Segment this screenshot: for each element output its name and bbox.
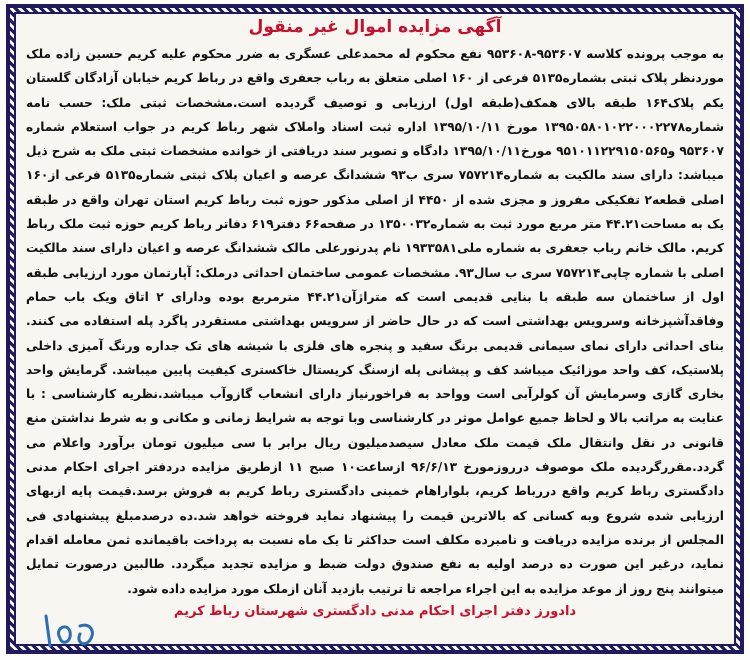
notice-body: به موجب پرونده کلاسه ۹۵۳۶۰۷-۹۵۳۶۰۸ نفع محکوم له محمدعلی عسگری به ضرر محکوم علیه کریم حسین زاده ملک موردنظر پلاک ثبتی بشماره۵۱۳۵ فرعی از ۱۶۰ اصلی متعلق به رباب جعفری واقع در رباط کریم خیابان آزادگان گلستان یکم پلاک۱۶۴ طبقه بالای همکف(طبقه اول) ارزیابی و توصیف گردیده است.مشخصات ثبتی ملک: حسب نامه شماره۱۳۹۵۰۵۸۰۱۰۲۲۰۰۰۲۲۷۸ مورخ ۱۳۹۵/۱۰/۱۱ اداره ثبت اسناد واملاک شهر رباط کریم در جواب استعلام شماره ۹۵۳۶۰۷ و۹۵۱۰۱۱۲۲۹۱۵۰۵۶۵ مورخ۱۳۹۵/۱۰/۱۱ دادگاه و تصویر سند دریافتی از خوانده مشخصات ثبتی ملک به شرح ذیل میباشد: دارای سند مالکیت به شماره۷۵۷۲۱۴ سری ب۹۳ ششدانگ عرصه و اعیان پلاک ثبتی شماره۵۱۳۵ فرعی از۱۶۰ اصلی قطعه۲ تفکیکی مفروز و مجزی شده از ۴۴۵۰ از اصلی مذکور حوزه ثبت رباط کریم استان تهران واقع در طبقه یک به مساحت۴۴.۲۱ متر مربع مورد ثبت به شماره۱۳۵۰۰۳۲ در صفحه۶۶ دفتر۶۱۹ دفاتر رباط کریم حوزه ثبت ملک رباط کریم. مالک خانم رباب جعفری به شماره ملی۱۹۳۳۵۸۱ نام پدرنورعلی مالک ششدانگ عرصه و اعیان دارای سند مالکیت اصلی با شماره چاپی۷۵۷۲۱۴ سری ب سال۹۳. مشخصات عمومی ساختمان احداثی درملک: آپارتمان مورد ارزیابی طبقه اول از ساختمان سه طبقه با بنایی قدیمی است که متراژآن۴۴.۲۱ مترمربع بوده ودارای ۲ اتاق ویک باب حمام وفاقدآشپزخانه وسرویس بهداشتی است که در حال حاضر از سرویس بهداشتی مستقردر پاگرد پله استفاده می کنند. بنای احداثی دارای نمای سیمانی قدیمی برنگ سفید و پنجره های فلزی با شیشه های تک جداره ورنگ آمیزی داخلی پلاستیک، کف واحد موزائیک میباشد کف و پیشانی پله ازسنگ کریستال خاکستری کیفیت پایین میباشد. گرمایش واحد بخاری گازی وسرمایش آن کولرآبی است وواحد به فراخورنیاز دارای انشعاب گازوآب میباشد.نظریه کارشناسی : با عنایت به مراتب بالا و لحاظ جمیع عوامل موثر در کارشناسی وبا توجه به شرایط زمانی و مکانی و به شرط نداشتن منع قانونی در نقل وانتقال ملک قیمت ملک معادل سیصدمیلیون ریال برابر با سی میلیون تومان برآورد واعلام می گردد.مقررگردیده ملک موصوف درروزمورخ ۹۶/۶/۱۳ ازساعت۱۰ صبح ۱۱ ازطریق مزایده دردفتر اجرای احکام مدنی دادگستری رباط کریم واقع دررباط کریم، بلواراهام خمینی دادگستری رباط کریم به فروش برسد.قیمت پایه ازبهای ارزیابی شده شروع وبه کسانی که بالاترین قیمت را پیشنهاد نماید فروخته خواهد شد.ده درصدمبلغ پیشنهادی فی المجلس از برنده مزایده دریافت و نامبرده مکلف است حداکثر تا یک ماه نسبت به پرداخت باقیمانده ثمن معامله اقدام نماید، درغیر این صورت ده درصد اولیه به نفع صندوق دولت ضبط و مزایده تجدید میگردد. طالبین درصورت تمایل میتوانند پنج روز از موعد مزایده به این اجراء مراجعه تا ترتیب بازدید آنان ازملک مورد مزایده داده شود.: [26, 47, 725, 596]
notice-title: آگهی مزایده اموال غیر منقول: [248, 17, 502, 37]
handwritten-number-mark: [40, 608, 100, 652]
auction-notice: [26, 16, 724, 638]
notice-signature: دادورز دفتر اجرای احکام مدنی دادگستری شهرستان رباط کریم: [173, 603, 577, 619]
